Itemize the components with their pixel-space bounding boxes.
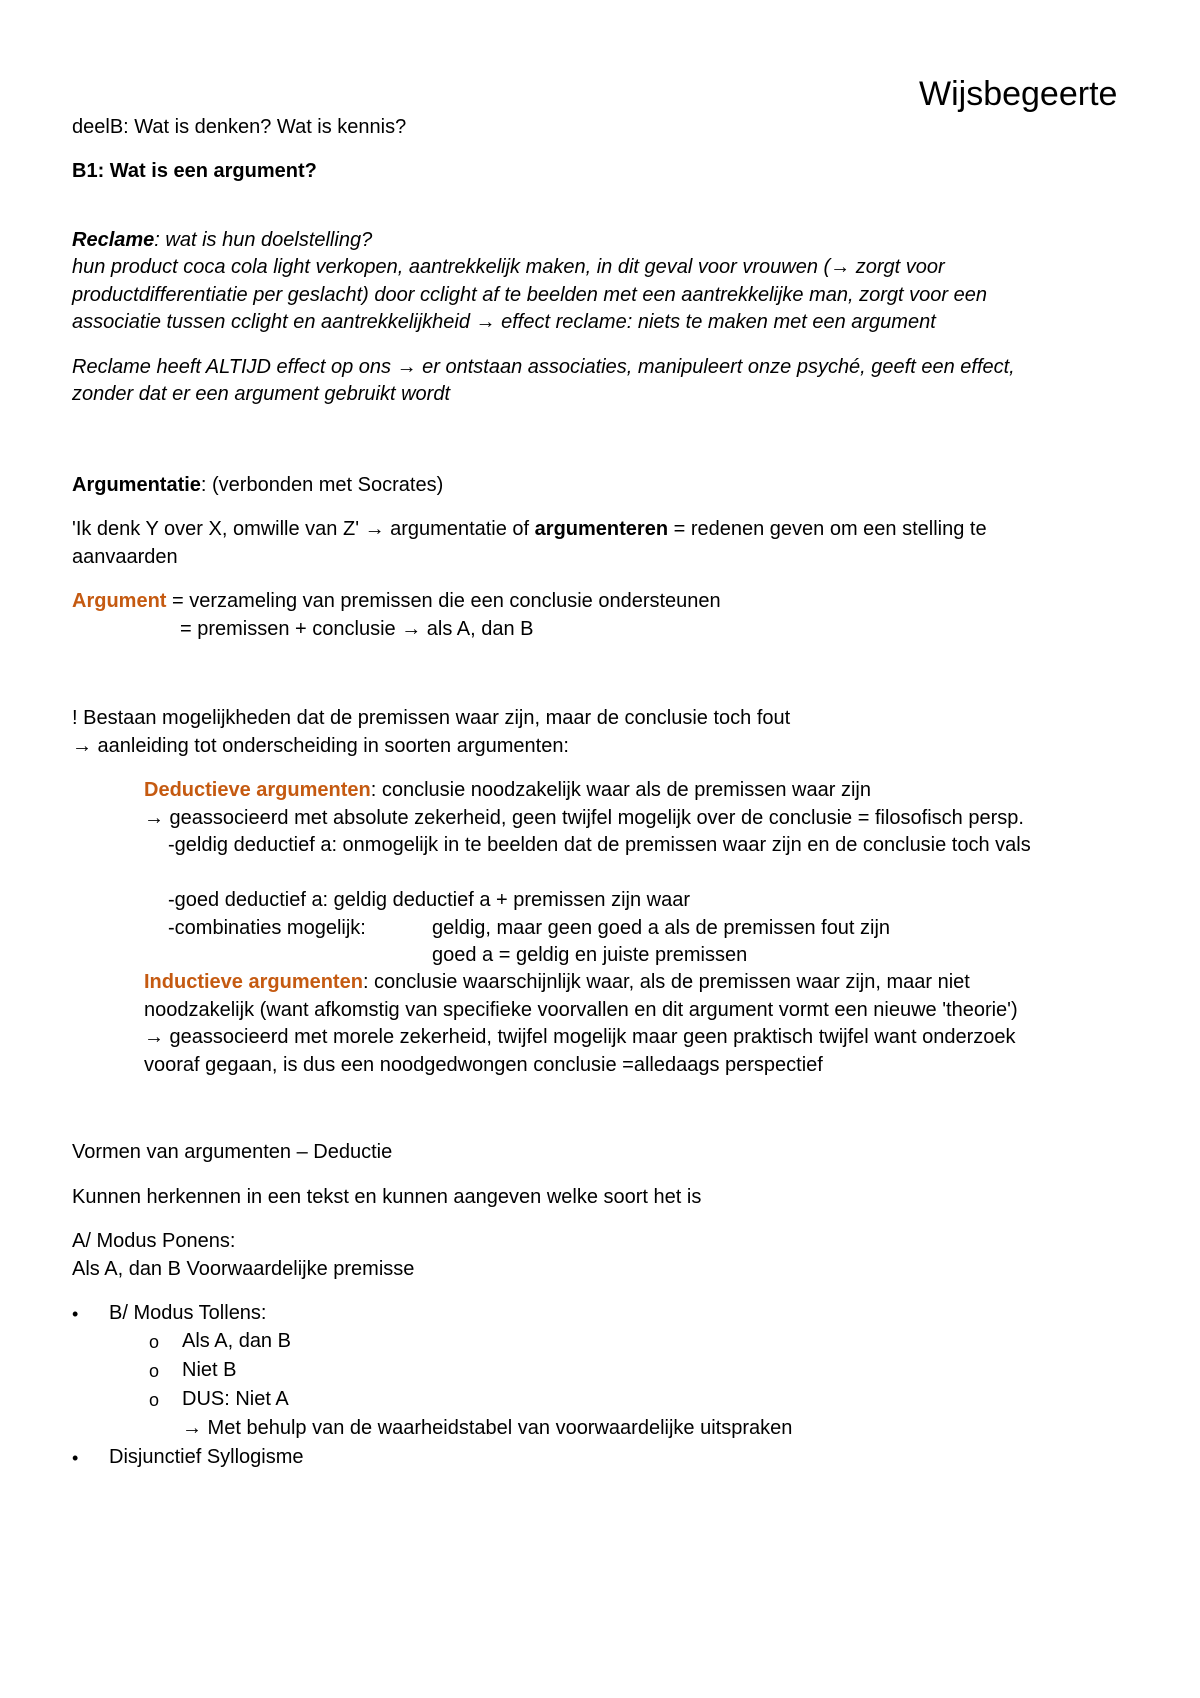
argument-definition-line: = premissen + conclusie → als A, dan B (180, 618, 534, 640)
sub-bullet-icon: o (149, 1361, 160, 1381)
deductief-line: -geldig deductief a: onmogelijk in te beelden dat de premissen waar zijn en de conclusie toch vals (168, 834, 1031, 856)
deductief-def: : conclusie noodzakelijk waar als de premissen waar zijn (370, 779, 871, 801)
reclame-paragraph-line: hun product coca cola light verkopen, aantrekkelijk maken, in dit geval voor vrouwen (→ zorgt voor (72, 256, 945, 278)
deductief-line: geldig, maar geen goed a als de premissen fout zijn (432, 917, 891, 939)
reclame-term: Reclame (72, 229, 155, 251)
document-header-title: Wijsbegeerte (919, 75, 1118, 113)
sub-bullet-note: → Met behulp van de waarheidstabel van voorwaardelijke uitspraken (182, 1417, 793, 1439)
bullet-item: B/ Modus Tollens: (109, 1302, 267, 1324)
inductief-line: → geassocieerd met morele zekerheid, twijfel mogelijk maar geen praktisch twijfel want onderzoek (144, 1026, 1016, 1048)
deductief-definition (144, 776, 871, 804)
argumentatie-text: = redenen geven om een stelling te (668, 518, 987, 540)
argument-definition (72, 587, 721, 615)
deductief-term: Deductieve argumenten (144, 779, 371, 801)
soorten-line: ! Bestaan mogelijkheden dat de premissen waar zijn, maar de conclusie toch fout (72, 707, 791, 729)
inductief-line: vooraf gegaan, is dus een noodgedwongen conclusie =alledaags perspectief (144, 1054, 823, 1076)
argumentatie-term: Argumentatie (72, 474, 201, 496)
vormen-intro: Kunnen herkennen in een tekst en kunnen aangeven welke soort het is (72, 1186, 702, 1208)
deductief-line: -combinaties mogelijk: (168, 917, 366, 939)
reclame-question: : wat is hun doelstelling? (154, 229, 373, 251)
bullet-item: Disjunctief Syllogisme (109, 1446, 304, 1468)
deductief-line: → geassocieerd met absolute zekerheid, geen twijfel mogelijk over de conclusie = filosofisch persp. (144, 807, 1024, 829)
sub-bullet-icon: o (149, 1390, 160, 1410)
reclame-effect-line: Reclame heeft ALTIJD effect op ons → er ontstaan associaties, manipuleert onze psyché, geeft een effect, (72, 356, 1015, 378)
argumentatie-text: 'Ik denk Y over X, omwille van Z' → argumentatie of (72, 518, 535, 540)
sub-bullet-item: DUS: Niet A (182, 1388, 289, 1410)
soorten-line: → aanleiding tot onderscheiding in soorten argumenten: (72, 735, 569, 757)
reclame-paragraph-line: productdifferentiatie per geslacht) door cclight af te beelden met een aantrekkelijke man, zorgt voor een (72, 284, 987, 306)
bullet-icon: • (72, 1304, 79, 1324)
inductief-term: Inductieve argumenten (144, 971, 363, 993)
argumentatie-definition-line (72, 515, 987, 543)
section-heading: B1: Wat is een argument? (72, 160, 317, 182)
argumentatie-definition-line: aanvaarden (72, 546, 178, 568)
inductief-def: : conclusie waarschijnlijk waar, als de premissen waar zijn, maar niet (362, 971, 970, 993)
sub-bullet-icon: o (149, 1332, 160, 1352)
inductief-definition (144, 968, 970, 996)
argument-def: = verzameling van premissen die een conclusie ondersteunen (166, 590, 721, 612)
deductief-line: goed a = geldig en juiste premissen (432, 944, 748, 966)
argumenteren-term: argumenteren (534, 518, 669, 540)
reclame-paragraph-line: associatie tussen cclight en aantrekkelijkheid → effect reclame: niets te maken met een argument (72, 311, 936, 333)
sub-bullet-item: Niet B (182, 1359, 237, 1381)
argument-term: Argument (72, 590, 167, 612)
deductief-line: -goed deductief a: geldig deductief a + premissen zijn waar (168, 889, 690, 911)
modus-ponens-line: Als A, dan B Voorwaardelijke premisse (72, 1258, 415, 1280)
argumentatie-note: : (verbonden met Socrates) (200, 474, 444, 496)
modus-ponens-label: A/ Modus Ponens: (72, 1230, 236, 1252)
part-title: deelB: Wat is denken? Wat is kennis? (72, 116, 407, 138)
reclame-question-line (72, 226, 372, 254)
reclame-effect-line: zonder dat er een argument gebruikt wordt (72, 383, 450, 405)
sub-bullet-item: Als A, dan B (182, 1330, 291, 1352)
inductief-line: noodzakelijk (want afkomstig van specifieke voorvallen en dit argument vormt een nieuwe 'theorie') (144, 999, 1018, 1021)
argumentatie-heading (72, 471, 443, 499)
vormen-title: Vormen van argumenten – Deductie (72, 1141, 393, 1163)
bullet-icon: • (72, 1448, 79, 1468)
